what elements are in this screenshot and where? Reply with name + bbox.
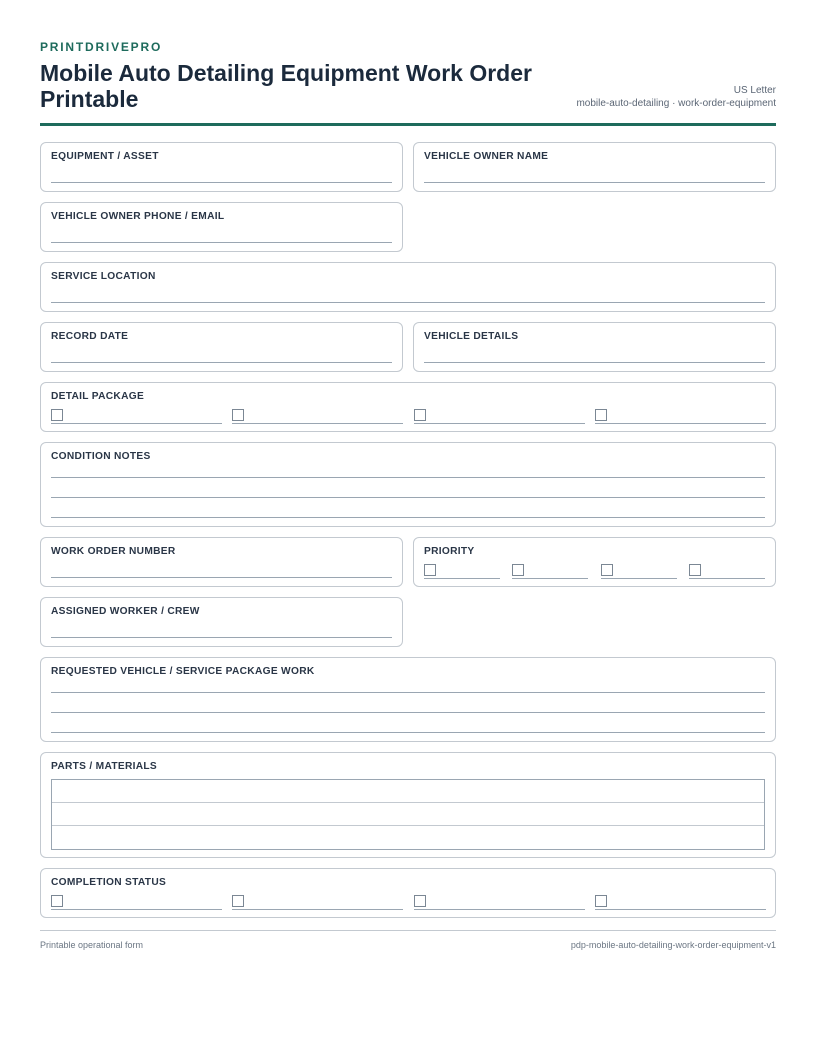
option-write-in-line[interactable] bbox=[414, 423, 585, 424]
equipment-asset-label: EQUIPMENT / ASSET bbox=[51, 151, 159, 162]
option-write-in-line[interactable] bbox=[414, 909, 585, 910]
form-footer bbox=[40, 930, 776, 950]
priority-option-1[interactable] bbox=[424, 563, 500, 579]
condition-notes-line-3[interactable] bbox=[51, 517, 765, 518]
condition-notes-field bbox=[40, 442, 776, 527]
page-title: Mobile Auto Detailing Equipment Work Order Printable bbox=[40, 60, 532, 112]
detail-package-label: DETAIL PACKAGE bbox=[51, 391, 145, 402]
parts-materials-field bbox=[40, 752, 776, 858]
detail-package-option-4[interactable] bbox=[595, 408, 766, 424]
detail-package-option-3[interactable] bbox=[414, 408, 585, 424]
option-write-in-line[interactable] bbox=[689, 578, 765, 579]
vehicle-owner-name-input-line[interactable] bbox=[424, 182, 765, 183]
vehicle-details-label: VEHICLE DETAILS bbox=[424, 331, 519, 342]
work-order-number-input-line[interactable] bbox=[51, 577, 392, 578]
checkbox[interactable] bbox=[414, 409, 426, 421]
detail-package-option-1[interactable] bbox=[51, 408, 222, 424]
condition-notes-line-1[interactable] bbox=[51, 477, 765, 478]
assigned-worker-label: ASSIGNED WORKER / CREW bbox=[51, 606, 200, 617]
service-location-label: SERVICE LOCATION bbox=[51, 271, 156, 282]
checkbox[interactable] bbox=[424, 564, 436, 576]
work-order-number-field bbox=[40, 537, 403, 587]
option-write-in-line[interactable] bbox=[601, 578, 677, 579]
requested-work-field bbox=[40, 657, 776, 742]
service-location-input-line[interactable] bbox=[51, 302, 765, 303]
vehicle-owner-name-label: VEHICLE OWNER NAME bbox=[424, 151, 549, 162]
checkbox[interactable] bbox=[51, 409, 63, 421]
checkbox[interactable] bbox=[595, 895, 607, 907]
detail-package-option-2[interactable] bbox=[232, 408, 403, 424]
requested-work-line-1[interactable] bbox=[51, 692, 765, 693]
record-date-label: RECORD DATE bbox=[51, 331, 129, 342]
parts-materials-row[interactable] bbox=[52, 803, 764, 826]
option-write-in-line[interactable] bbox=[232, 423, 403, 424]
option-write-in-line[interactable] bbox=[595, 423, 766, 424]
form-meta bbox=[576, 84, 776, 110]
completion-status-field bbox=[40, 868, 776, 918]
requested-work-label: REQUESTED VEHICLE / SERVICE PACKAGE WORK bbox=[51, 666, 315, 677]
parts-materials-table bbox=[51, 779, 765, 850]
vehicle-owner-name-field bbox=[413, 142, 776, 192]
parts-materials-row[interactable] bbox=[52, 826, 764, 849]
equipment-asset-input-line[interactable] bbox=[51, 182, 392, 183]
priority-option-4[interactable] bbox=[689, 563, 765, 579]
option-write-in-line[interactable] bbox=[51, 909, 222, 910]
completion-status-option-4[interactable] bbox=[595, 894, 766, 910]
condition-notes-line-2[interactable] bbox=[51, 497, 765, 498]
completion-status-option-3[interactable] bbox=[414, 894, 585, 910]
paper-size-label: US Letter bbox=[733, 85, 776, 96]
checkbox[interactable] bbox=[595, 409, 607, 421]
assigned-worker-field bbox=[40, 597, 403, 647]
checkbox[interactable] bbox=[51, 895, 63, 907]
checkbox[interactable] bbox=[512, 564, 524, 576]
completion-status-option-1[interactable] bbox=[51, 894, 222, 910]
option-write-in-line[interactable] bbox=[424, 578, 500, 579]
priority-label: PRIORITY bbox=[424, 546, 475, 557]
record-date-field bbox=[40, 322, 403, 372]
vehicle-owner-contact-field bbox=[40, 202, 403, 252]
option-write-in-line[interactable] bbox=[595, 909, 766, 910]
form-id: pdp-mobile-auto-detailing-work-order-equipment-v1 bbox=[570, 940, 776, 950]
checkbox[interactable] bbox=[232, 409, 244, 421]
vehicle-owner-contact-input-line[interactable] bbox=[51, 242, 392, 243]
brand-name: PRINTDRIVEPRO bbox=[40, 40, 163, 54]
priority-option-2[interactable] bbox=[512, 563, 588, 579]
checkbox[interactable] bbox=[601, 564, 613, 576]
vehicle-owner-contact-label: VEHICLE OWNER PHONE / EMAIL bbox=[51, 211, 225, 222]
vehicle-details-input-line[interactable] bbox=[424, 362, 765, 363]
parts-materials-label: PARTS / MATERIALS bbox=[51, 761, 158, 772]
record-date-input-line[interactable] bbox=[51, 362, 392, 363]
option-write-in-line[interactable] bbox=[512, 578, 588, 579]
option-write-in-line[interactable] bbox=[51, 423, 222, 424]
priority-option-3[interactable] bbox=[601, 563, 677, 579]
service-location-field bbox=[40, 262, 776, 312]
option-write-in-line[interactable] bbox=[232, 909, 403, 910]
requested-work-line-2[interactable] bbox=[51, 712, 765, 713]
work-order-number-label: WORK ORDER NUMBER bbox=[51, 546, 176, 557]
detail-package-field bbox=[40, 382, 776, 432]
footer-note: Printable operational form bbox=[40, 940, 144, 950]
equipment-asset-field bbox=[40, 142, 403, 192]
checkbox[interactable] bbox=[689, 564, 701, 576]
vehicle-details-field bbox=[413, 322, 776, 372]
assigned-worker-input-line[interactable] bbox=[51, 637, 392, 638]
checkbox[interactable] bbox=[232, 895, 244, 907]
priority-field bbox=[413, 537, 776, 587]
parts-materials-row[interactable] bbox=[52, 780, 764, 803]
form-header bbox=[40, 40, 776, 126]
completion-status-option-2[interactable] bbox=[232, 894, 403, 910]
requested-work-line-3[interactable] bbox=[51, 732, 765, 733]
condition-notes-label: CONDITION NOTES bbox=[51, 451, 151, 462]
completion-status-label: COMPLETION STATUS bbox=[51, 877, 167, 888]
form-tags: mobile-auto-detailing · work-order-equipment bbox=[576, 98, 776, 109]
checkbox[interactable] bbox=[414, 895, 426, 907]
